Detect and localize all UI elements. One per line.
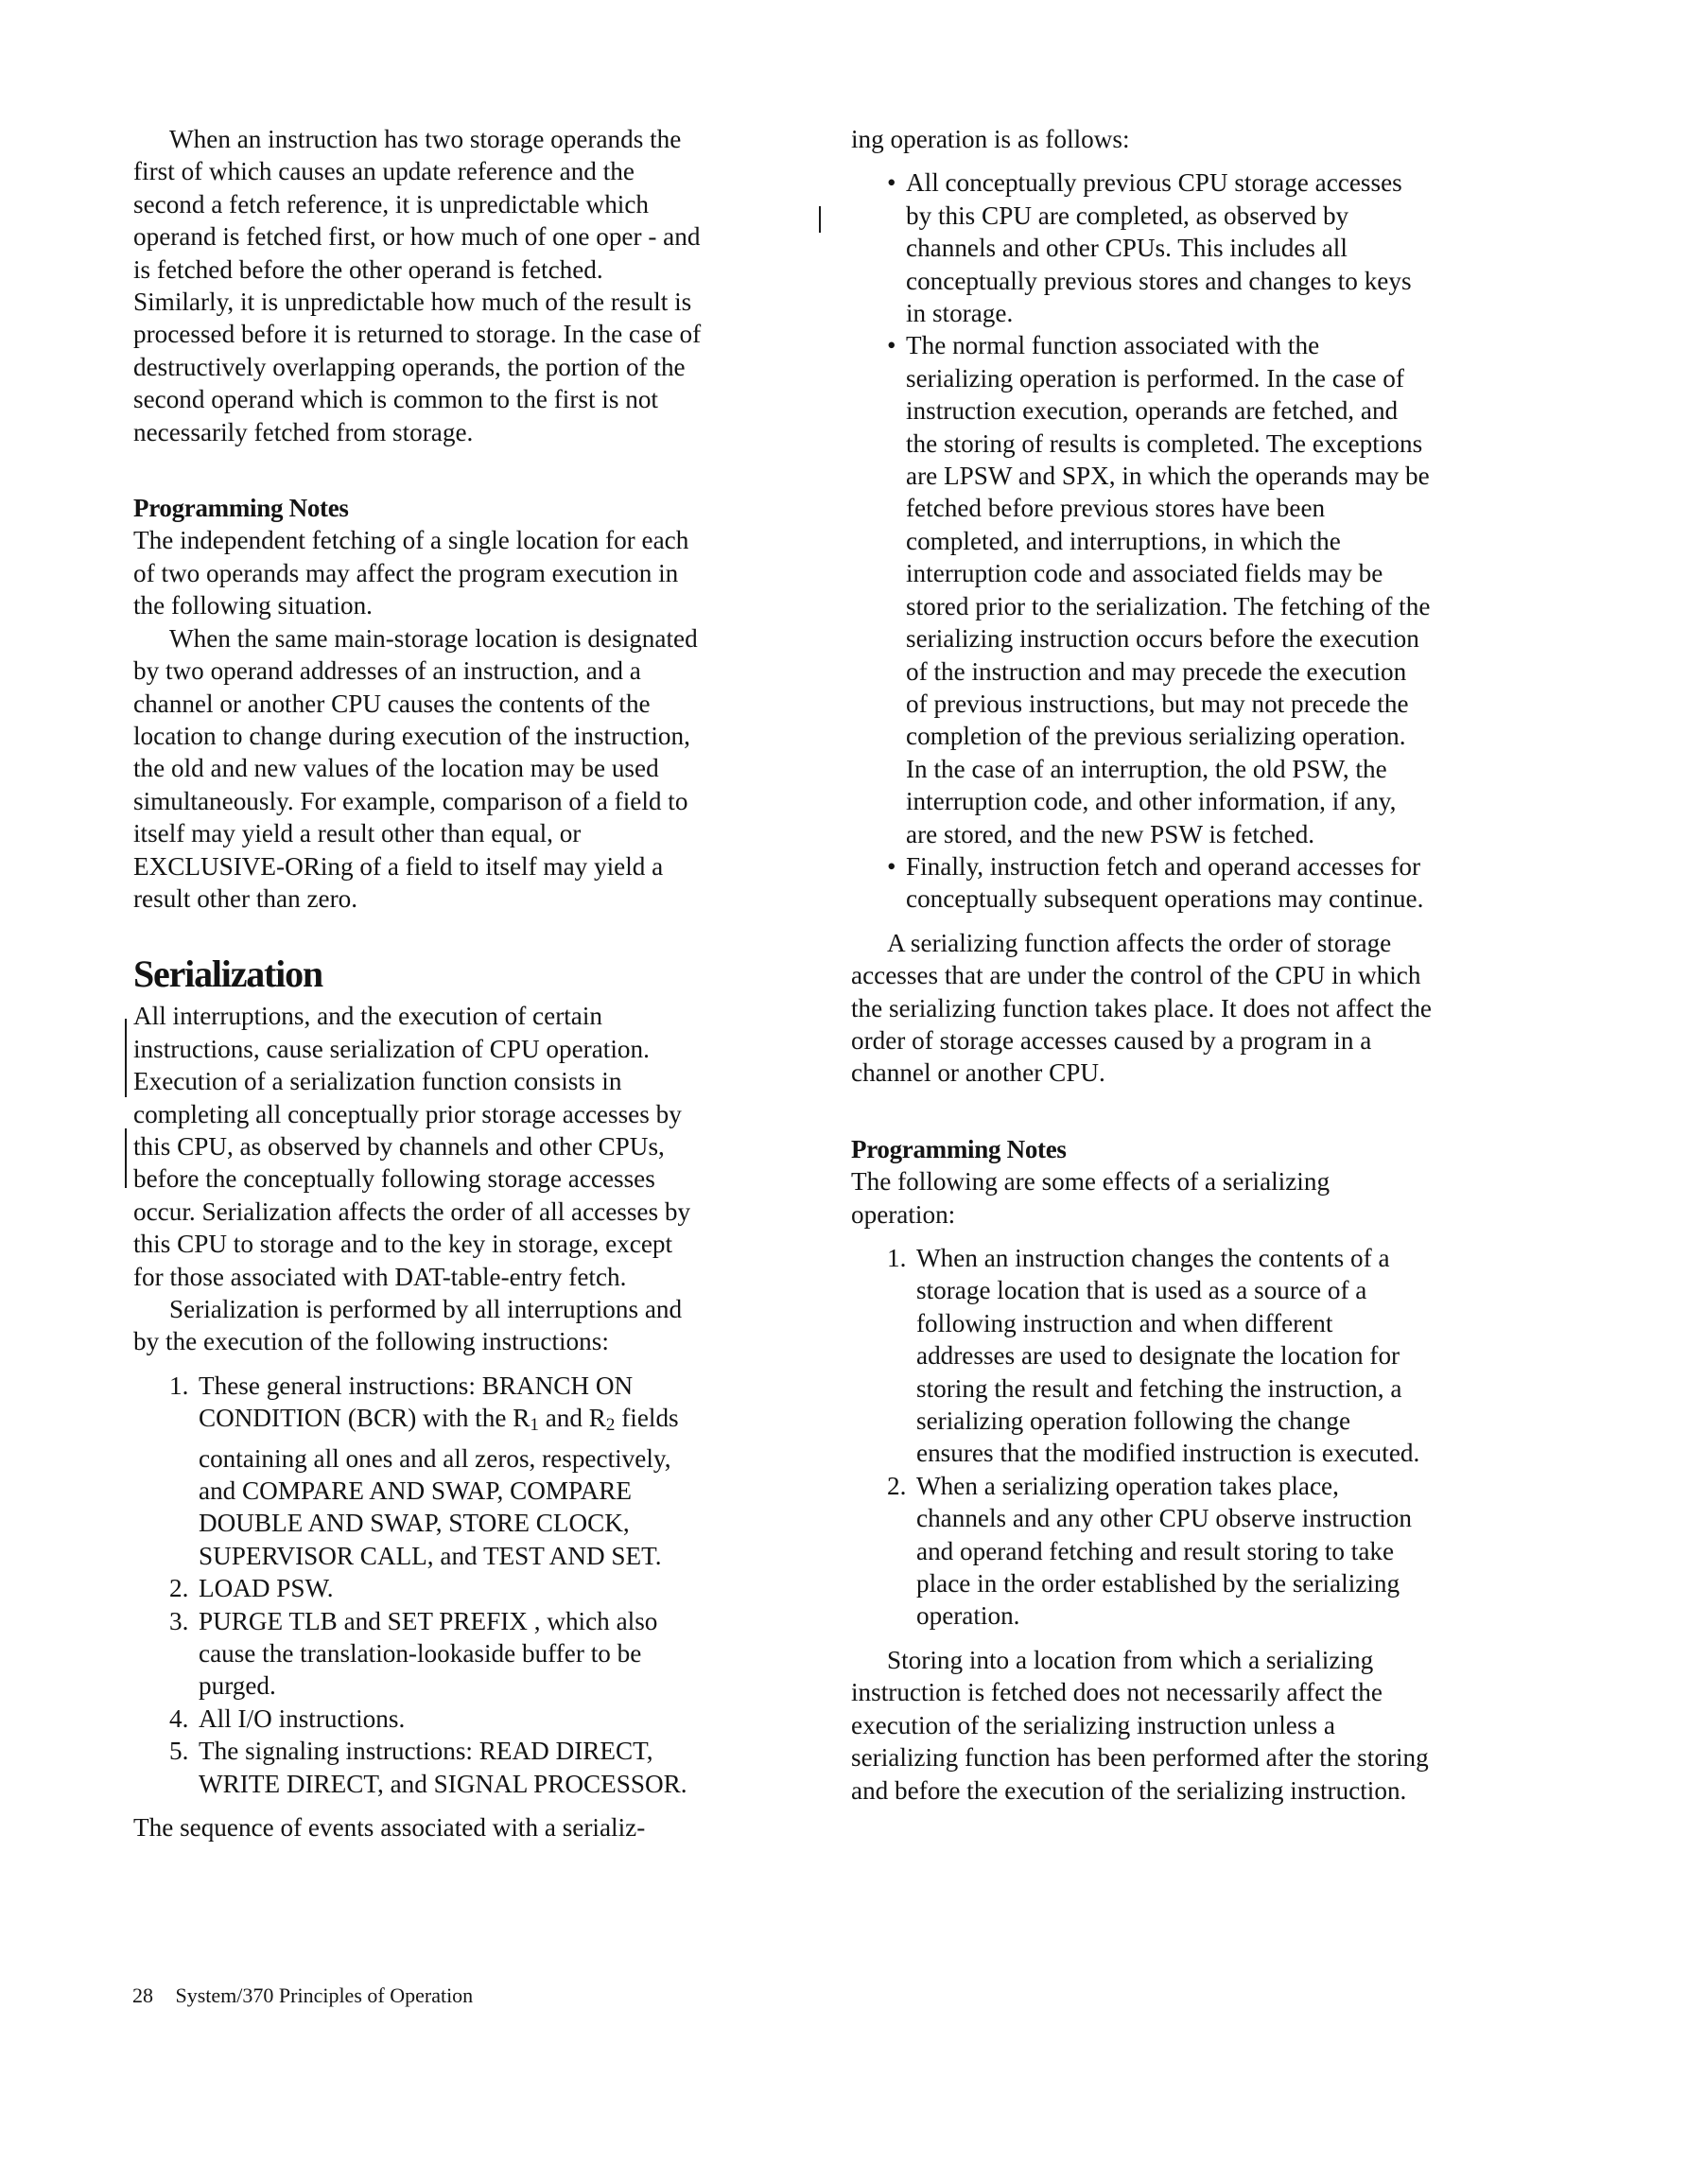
paragraph: When an instruction has two storage operands the first of which causes an update reference and the second a fetch reference, it is unpredictable which operand is fetched first, or how much of one oper - and is fetched before the other operand is fetched. Similarly, it is unpredictable how much of the result is processed before it is returned to storage. In the case of destructively overlapping operands, the portion of the second operand which is common to the first is not necessarily fetched from storage.: [133, 125, 702, 446]
paragraph: A serializing function affects the order of storage accesses that are under the control of the CPU in which the serializing function takes place. It does not affect the order of storage accesses caused by a program in a channel or another CPU.: [851, 928, 1433, 1088]
page-footer: [132, 1983, 473, 2008]
paragraph: The independent fetching of a single location for each of two operands may affect the program execution in the following situation.: [133, 526, 689, 620]
programming-notes-heading: Programming Notes: [851, 1134, 1067, 1163]
section-title: Serialization: [133, 952, 322, 996]
programming-notes-heading: Programming Notes: [133, 494, 349, 523]
bullet-icon: •: [887, 851, 896, 881]
list-item: 2. When a serializing operation takes place, channels and any other CPU observe instruction and operand fetching and result storing to take place in the order established by the serializing operation.: [887, 1471, 1412, 1631]
bullet-icon: •: [887, 168, 896, 198]
paragraph: When the same main-storage location is designated by two operand addresses of an instruction, and a channel or another CPU causes the contents of the location to change during execution of the instruction, the old and new values of the location may be used simultaneously. For example, comparison of a field to itself may yield a result other than equal, or EXCLUSIVE-ORing of a field to itself may yield a result other than zero.: [133, 623, 698, 913]
serialization-steps-list: [851, 166, 1433, 915]
paragraph: ing operation is as follows:: [851, 125, 1130, 153]
list-item: 5. The signaling instructions: READ DIRECT, WRITE DIRECT, and SIGNAL PROCESSOR.: [169, 1737, 687, 1798]
list-item: 4. All I/O instructions.: [199, 1703, 705, 1735]
paragraph: The following are some effects of a serializing operation:: [851, 1167, 1330, 1229]
list-item: • The normal function associated with the serializing operation is performed. In the case of instruction execution, operands are fetched, and the storing of results is completed. The exceptions are LPSW and SPX, in which the operands may be fetched before previous stores have been completed, and interruptions, in which the interruption code and associated fields may be stored prior to the serialization. The fetching of the serializing instruction occurs before the execution of the instruction and may precede the execution of previous instructions, but may not precede the completion of the previous serializing operation. In the case of an interruption, the old PSW, the interruption code, and other information, if any, are stored, and the new PSW is fetched.: [887, 331, 1431, 848]
paragraph: The sequence of events associated with a serializ-: [133, 1813, 646, 1843]
page-number: 28: [132, 1983, 153, 2007]
list-item: 3. PURGE TLB and SET PREFIX , which also cause the translation-lookaside buffer to be purged.: [169, 1606, 658, 1701]
list-item: 2. LOAD PSW.: [199, 1572, 705, 1604]
document-title: System/370 Principles of Operation: [175, 1983, 474, 2007]
list-number: 2.: [887, 1471, 907, 1500]
list-number: 2.: [169, 1574, 189, 1603]
list-item: • Finally, instruction fetch and operand accesses for conceptually subsequent operations may continue.: [887, 851, 1424, 914]
revision-bar: [125, 1128, 127, 1188]
list-item: 1. These general instructions: BRANCH ON CONDITION (BCR) with the $R_1$ and $R_2$ fields containing all ones and all zeros, respectively, and COMPARE AND SWAP, COMPARE DOUBLE AND SWAP, STORE CLOCK, SUPERVISOR CALL, and TEST AND SET.: [169, 1371, 679, 1570]
list-number: 3.: [169, 1606, 189, 1635]
list-number: 5.: [169, 1737, 189, 1766]
paragraph: All interruptions, and the execution of certain instructions, cause serialization of CPU operation. Execution of a serialization function consists in completing all conceptually prior storage accesses by this CPU, as observed by channels and other CPUs, before the conceptually following storage accesses occur. Serialization affects the order of all accesses by this CPU to storage and to the key in storage, except for those associated with DAT-table-entry fetch.: [133, 1002, 691, 1291]
right-column: [851, 123, 1433, 1807]
programming-notes-list: [851, 1242, 1433, 1633]
paragraph: Serialization is performed by all interruptions and by the execution of the following instructions:: [133, 1295, 683, 1356]
bullet-icon: •: [887, 331, 896, 360]
list-number: 1.: [887, 1244, 907, 1272]
serializing-instruction-list: [133, 1370, 705, 1800]
list-number: 1.: [169, 1371, 189, 1400]
revision-bar: [125, 1019, 127, 1097]
list-number: 4.: [169, 1704, 189, 1733]
revision-bar: [819, 206, 821, 233]
paragraph: Storing into a location from which a serializing instruction is fetched does not necessarily affect the execution of the serializing instruction unless a serializing function has been performed after the storing and before the execution of the serializing instruction.: [851, 1645, 1429, 1805]
left-column: [133, 123, 705, 1844]
list-item: • All conceptually previous CPU storage accesses by this CPU are completed, as observed by channels and other CPUs. This includes all conceptually previous stores and changes to keys in storage.: [887, 168, 1412, 328]
list-item: 1. When an instruction changes the contents of a storage location that is used as a source of a following instruction and when different addresses are used to designate the location for storing the result and fetching the instruction, a serializing operation following the change ensures that the modified instruction is executed.: [887, 1244, 1420, 1468]
